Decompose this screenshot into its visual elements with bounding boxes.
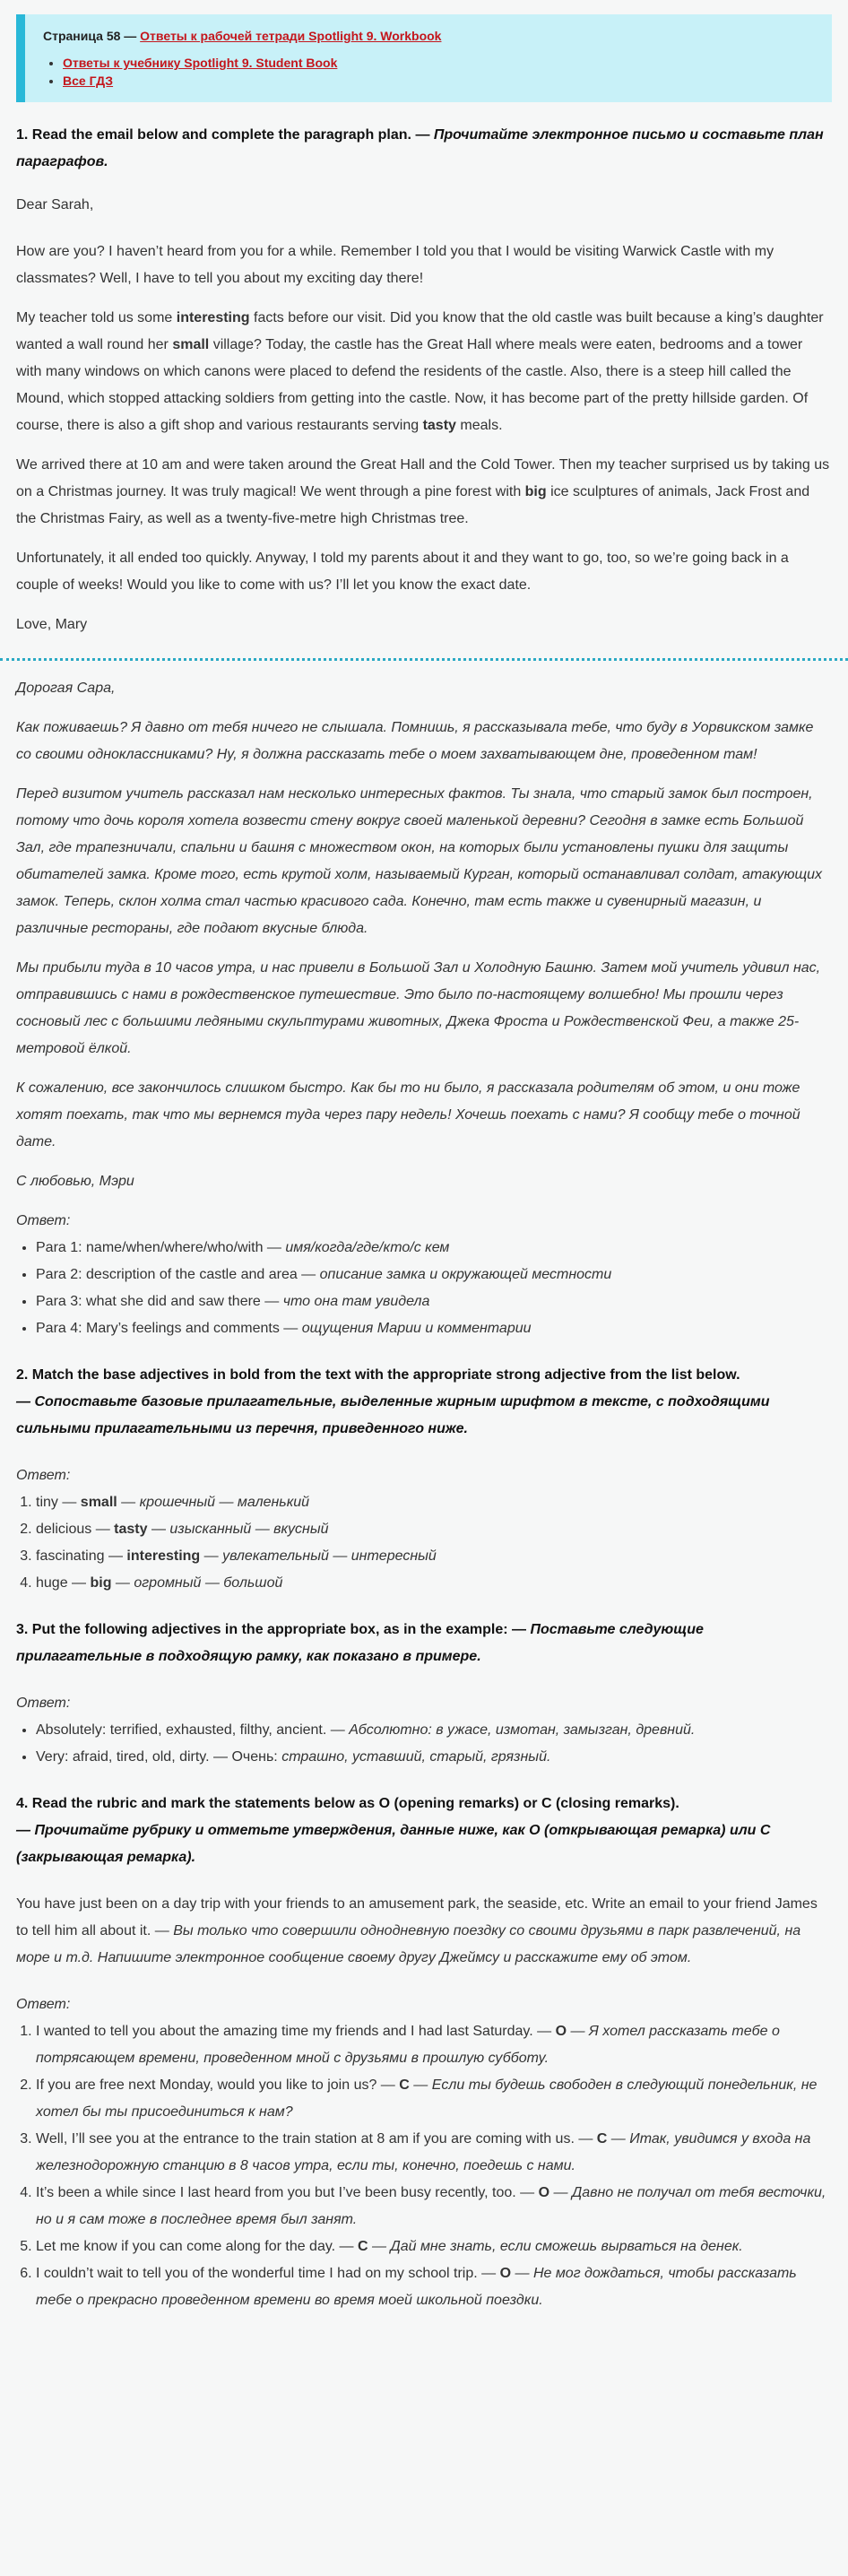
text-span: изысканный — вкусный [169, 1522, 329, 1537]
list-item [36, 2018, 832, 2072]
list-item [36, 1744, 832, 1771]
text-span: My teacher told us some [16, 310, 177, 325]
email-paragraph-3 [16, 452, 832, 533]
list-item [63, 74, 814, 88]
task3-heading-ru: Поставьте следующие прилагательные в подходящую рамку, как показано в примере. [16, 1622, 704, 1664]
text-span: fascinating — [36, 1548, 127, 1564]
text-span: — Я хотел рассказать тебе о потрясающем времени, проведенном мной с друзьями в прошлую субботу. [36, 2024, 780, 2066]
translation-closing: С любовью, Мэри [16, 1174, 134, 1189]
text-span: имя/когда/где/кто/с кем [285, 1240, 450, 1255]
answer-label: Ответ: [16, 1997, 71, 2012]
task4-heading [16, 1791, 832, 1871]
text-span: — [117, 1495, 140, 1510]
list-item [36, 1262, 832, 1288]
list-item [36, 1315, 832, 1342]
email-greeting: Dear Sarah, [16, 197, 94, 212]
answer-mark: C [596, 2131, 608, 2147]
list-item [36, 1717, 832, 1744]
task1-heading-ru: Прочитайте электронное письмо и составьте план параграфов. [16, 127, 824, 169]
text-span: — [200, 1548, 223, 1564]
bold-adjective: interesting [126, 1548, 201, 1564]
task3-heading-en: 3. Put the following adjectives in the appropriate box, as in the example: — [16, 1622, 531, 1637]
bold-adjective: big [524, 484, 547, 499]
task4-rubric [16, 1891, 832, 1972]
answer-label: Ответ: [16, 1213, 71, 1228]
task2-heading [16, 1362, 832, 1443]
answer-mark: C [358, 2239, 368, 2254]
list-item [36, 1570, 832, 1597]
workbook-answers-link[interactable]: Ответы к рабочей тетради Spotlight 9. Workbook [140, 29, 442, 43]
list-item [36, 1235, 832, 1262]
text-span: Well, I’ll see you at the entrance to the train station at 8 am if you are coming with us. — [36, 2131, 597, 2147]
text-span: Para 2: description of the castle and area — [36, 1267, 320, 1282]
task3-answers [16, 1717, 832, 1771]
task4-heading-en: 4. Read the rubric and mark the statements below as O (opening remarks) or C (closing remarks). [16, 1796, 679, 1811]
text-span: I wanted to tell you about the amazing time my friends and I had last Saturday. — [36, 2024, 556, 2039]
bold-adjective: interesting [176, 310, 250, 325]
text-span: delicious — [36, 1522, 115, 1537]
task2-answers [16, 1489, 832, 1597]
list-item [36, 1516, 832, 1543]
student-book-answers-link[interactable]: Ответы к учебнику Spotlight 9. Student Book [63, 56, 338, 70]
text-span: — [111, 1575, 134, 1591]
task2-heading-en: 2. Match the base adjectives in bold from the text with the appropriate strong adjective from the list below. [16, 1367, 740, 1383]
text-span: увлекательный — интересный [222, 1548, 437, 1564]
answer-mark: O [538, 2185, 550, 2200]
answer-label: Ответ: [16, 1468, 71, 1483]
text-span: — Если ты будешь свободен в следующий понедельник, не хотел бы ты присоединиться к нам? [36, 2077, 818, 2120]
answer-mark: C [399, 2077, 410, 2093]
task1-heading [16, 122, 832, 176]
text-span: meals. [455, 418, 503, 433]
text-span: — [147, 1522, 170, 1537]
list-item [63, 56, 814, 70]
text-span: Very: afraid, tired, old, dirty. — Очень: [36, 1749, 282, 1765]
text-span: Para 1: name/when/where/who/with — [36, 1240, 286, 1255]
text-span: ощущения Марии и комментарии [301, 1321, 532, 1336]
task4-heading-ru: — Прочитайте рубрику и отметьте утверждения, данные ниже, как O (открывающая ремарка) или C (закрывающая ремарка). [16, 1823, 771, 1865]
list-item [36, 1543, 832, 1570]
list-item [36, 1288, 832, 1315]
text-span: страшно, уставший, старый, грязный. [281, 1749, 551, 1765]
text-span: Para 3: what she did and saw there — [36, 1294, 283, 1309]
list-item [36, 2180, 832, 2233]
text-span: huge — [36, 1575, 91, 1591]
text-span: ice sculptures of animals, Jack Frost and the Christmas Fairy, as well as a twenty-five-metre high Christmas tree. [16, 484, 810, 526]
text-span: I couldn’t wait to tell you of the wonderful time I had on my school trip. — [36, 2266, 500, 2281]
text-span: village? Today, the castle has the Great Hall where meals were eaten, bedrooms and a tower with many windows on which canons were placed to defend the residents of the castle. Also, there is a steep hill called the Mound, which stopped attacking soldiers from getting into the castle. Now, it has become part of the pretty hillside garden. Of course, there is also a gift shop and various restaurants serving [16, 337, 809, 433]
text-span: — Давно не получал от тебя весточки, но и я сам тоже в последнее время был занят. [36, 2185, 826, 2227]
text-span: Абсолютно: в ужасе, измотан, замызган, древний. [349, 1722, 696, 1738]
list-item [36, 2072, 832, 2126]
text-span: что она там увидела [282, 1294, 430, 1309]
text-span: We arrived there at 10 am and were taken around the Great Hall and the Cold Tower. Then my teacher surprised us by taking us on a Christmas journey. It was truly magical! We went through a pine forest with [16, 457, 830, 499]
text-span: Вы только что совершили однодневную поездку со своими друзьями в парк развлечений, на море и т.д. Напишите электронное сообщение своему другу Джеймсу и расскажите ему об этом. [16, 1923, 801, 1965]
answer-mark: O [555, 2024, 567, 2039]
text-span: tiny — [36, 1495, 81, 1510]
related-links-box [16, 14, 832, 102]
list-item [36, 2233, 832, 2260]
text-span: — Дай мне знать, если сможешь вырваться на денек. [368, 2239, 743, 2254]
text-span: — Итак, увидимся у входа на железнодорожную станцию в 8 часов утра, если ты, конечно, поедешь с нами. [36, 2131, 811, 2173]
bold-adjective: small [172, 337, 210, 352]
email-paragraph-2 [16, 305, 832, 439]
text-span: — Не мог дождаться, чтобы рассказать тебе о прекрасно проведенном времени во время моей школьной поездки. [36, 2266, 797, 2308]
text-span: Absolutely: terrified, exhausted, filthy, ancient. — [36, 1722, 350, 1738]
translation-paragraph-1: Как поживаешь? Я давно от тебя ничего не слышала. Помнишь, я рассказывала тебе, что буду в Уорвикском замке со своими одноклассниками? Ну, я должна рассказать тебе о моем захватывающем дне, проведенном там! [16, 720, 814, 762]
task3-heading [16, 1617, 832, 1670]
email-closing: Love, Mary [16, 617, 88, 632]
text-span: огромный — большой [134, 1575, 283, 1591]
translation-greeting: Дорогая Сара, [16, 681, 116, 696]
task2-heading-ru: — Сопоставьте базовые прилагательные, выделенные жирным шрифтом в тексте, с подходящими сильными прилагательными из перечня, приведенного ниже. [16, 1394, 770, 1436]
answer-mark: O [499, 2266, 512, 2281]
text-span: описание замка и окружающей местности [319, 1267, 612, 1282]
list-item [36, 2260, 832, 2314]
text-span: Para 4: Mary’s feelings and comments — [36, 1321, 302, 1336]
list-item [36, 1489, 832, 1516]
text-span: It’s been a while since I last heard from you but I’ve been busy recently, too. — [36, 2185, 539, 2200]
text-span: крошечный — маленький [139, 1495, 310, 1510]
bold-adjective: tasty [114, 1522, 148, 1537]
text-span: You have just been on a day trip with your friends to an amusement park, the seaside, etc. Write an email to your friend James to tell him all about it. — [16, 1896, 818, 1939]
page-prefix: Страница 58 — [43, 29, 141, 43]
page-reference [43, 29, 814, 43]
bold-adjective: small [80, 1495, 117, 1510]
answer-label: Ответ: [16, 1696, 71, 1711]
all-gdz-link[interactable]: Все ГДЗ [63, 74, 114, 88]
translation-paragraph-4: К сожалению, все закончилось слишком быстро. Как бы то ни было, я рассказала родителям об этом, и они тоже хотят поехать, так что мы вернемся туда через пару недель! Хочешь поехать с нами? Я сообщу тебе о точной дате. [16, 1080, 800, 1149]
translation-paragraph-2: Перед визитом учитель рассказал нам несколько интересных фактов. Ты знала, что старый замок был построен, потому что дочь короля хотела возвести стену вокруг своей маленькой деревни? Сегодня в замке есть Большой Зал, где трапезничали, спальни и башня с множеством окон, на которых были установлены пушки для защиты обитателей замка. Кроме того, есть крутой холм, называемый Курган, который останавливал солдат, атакующих замок. Теперь, склон холма стал частью красивого сада. Конечно, там есть также и сувенирный магазин, и различные рестораны, где подают вкусные блюда. [16, 786, 823, 936]
text-span: If you are free next Monday, would you like to join us? — [36, 2077, 400, 2093]
translation-paragraph-3: Мы прибыли туда в 10 часов утра, и нас привели в Большой Зал и Холодную Башню. Затем мой учитель удивил нас, отправившись с нами в рождественское путешествие. Это было по-настоящему волшебно! Мы прошли через сосновый лес с большими ледяными скульптурами животных, Джека Фроста и Рождественской Феи, а также 25-метровой ёлкой. [16, 960, 821, 1056]
list-item [36, 2126, 832, 2180]
task1-heading-en: 1. Read the email below and complete the paragraph plan. — [16, 127, 434, 143]
bold-adjective: big [90, 1575, 112, 1591]
text-span: Let me know if you can come along for the day. — [36, 2239, 358, 2254]
dotted-divider [0, 658, 848, 661]
email-paragraph-4: Unfortunately, it all ended too quickly. Anyway, I told my parents about it and they want to go, too, so we’re going back in a couple of weeks! Would you like to come with us? I’ll let you know the exact date. [16, 551, 789, 593]
email-paragraph-1: How are you? I haven’t heard from you for a while. Remember I told you that I would be visiting Warwick Castle with my classmates? Well, I have to tell you about my exciting day there! [16, 244, 774, 286]
bold-adjective: tasty [422, 418, 456, 433]
related-links-list [43, 56, 814, 88]
task4-answers [16, 2018, 832, 2314]
text-span: facts before our visit. Did you know that the old castle was built because a king’s daughter wanted a wall round her [16, 310, 824, 352]
task1-answers [16, 1235, 832, 1342]
